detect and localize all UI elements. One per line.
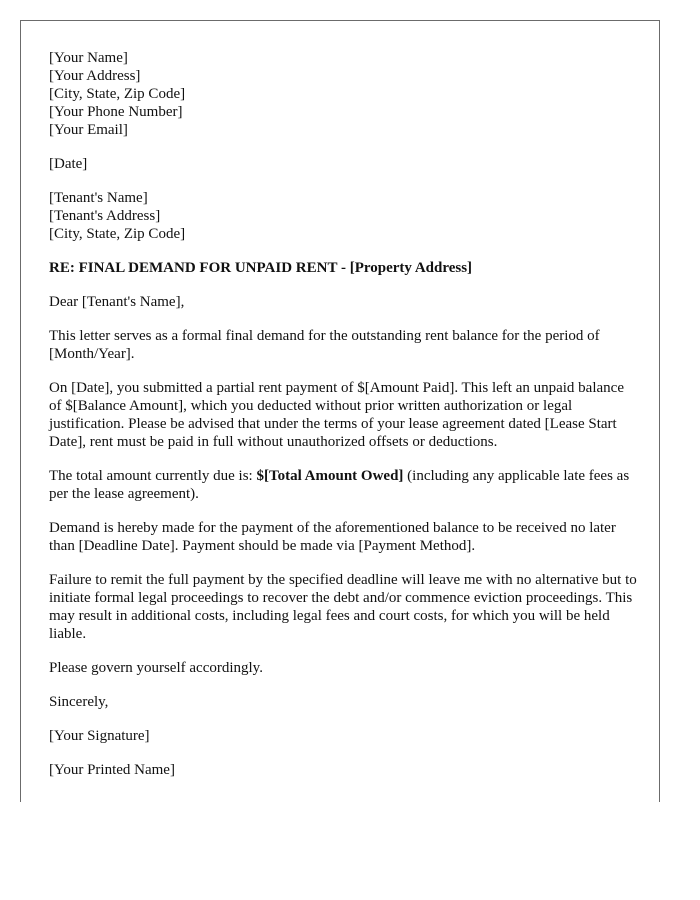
recipient-address: [Tenant's Address] <box>49 208 161 224</box>
paragraph-govern: Please govern yourself accordingly. <box>49 660 263 676</box>
letter-date: [Date] <box>49 156 88 172</box>
salutation: Dear [Tenant's Name], <box>49 294 185 310</box>
amount-due-value: $[Total Amount Owed] <box>256 468 404 484</box>
sender-city-state-zip: [City, State, Zip Code] <box>49 86 186 102</box>
recipient-city-state-zip: [City, State, Zip Code] <box>49 226 186 242</box>
paragraph-consequences: Failure to remit the full payment by the specified deadline will leave me with no alternative but to initiate formal legal proceedings to recover the debt and/or commence eviction proceedings. This may result in additional costs, including legal fees and court costs, for which you will be held liable. <box>49 572 637 642</box>
letter-body <box>49 49 639 795</box>
sender-email: [Your Email] <box>49 122 128 138</box>
paragraph-amount-due <box>49 467 639 503</box>
sender-name: [Your Name] <box>49 50 128 66</box>
printed-name: [Your Printed Name] <box>49 762 175 778</box>
paragraph-payment-history: On [Date], you submitted a partial rent payment of $[Amount Paid]. This left an unpaid balance of $[Balance Amount], which you deducted without prior written authorization or legal justification. Please be advised that under the terms of your lease agreement dated [Lease Start Date], rent must be paid in full without unauthorized offsets or deductions. <box>49 380 624 450</box>
letter-page <box>20 20 660 802</box>
sender-address: [Your Address] <box>49 68 141 84</box>
amount-due-suffix: (including any applicable late fees as per the lease agreement). <box>49 468 630 502</box>
recipient-block <box>49 189 639 243</box>
signature-placeholder: [Your Signature] <box>49 728 150 744</box>
paragraph-demand: Demand is hereby made for the payment of the aforementioned balance to be received no later than [Deadline Date]. Payment should be made via [Payment Method]. <box>49 520 616 554</box>
subject-line: RE: FINAL DEMAND FOR UNPAID RENT - [Property Address] <box>49 260 473 276</box>
sender-block <box>49 49 639 139</box>
sender-phone: [Your Phone Number] <box>49 104 183 120</box>
amount-due-prefix: The total amount currently due is: <box>49 468 257 484</box>
closing: Sincerely, <box>49 694 109 710</box>
recipient-name: [Tenant's Name] <box>49 190 148 206</box>
paragraph-purpose: This letter serves as a formal final demand for the outstanding rent balance for the period of [Month/Year]. <box>49 328 600 362</box>
